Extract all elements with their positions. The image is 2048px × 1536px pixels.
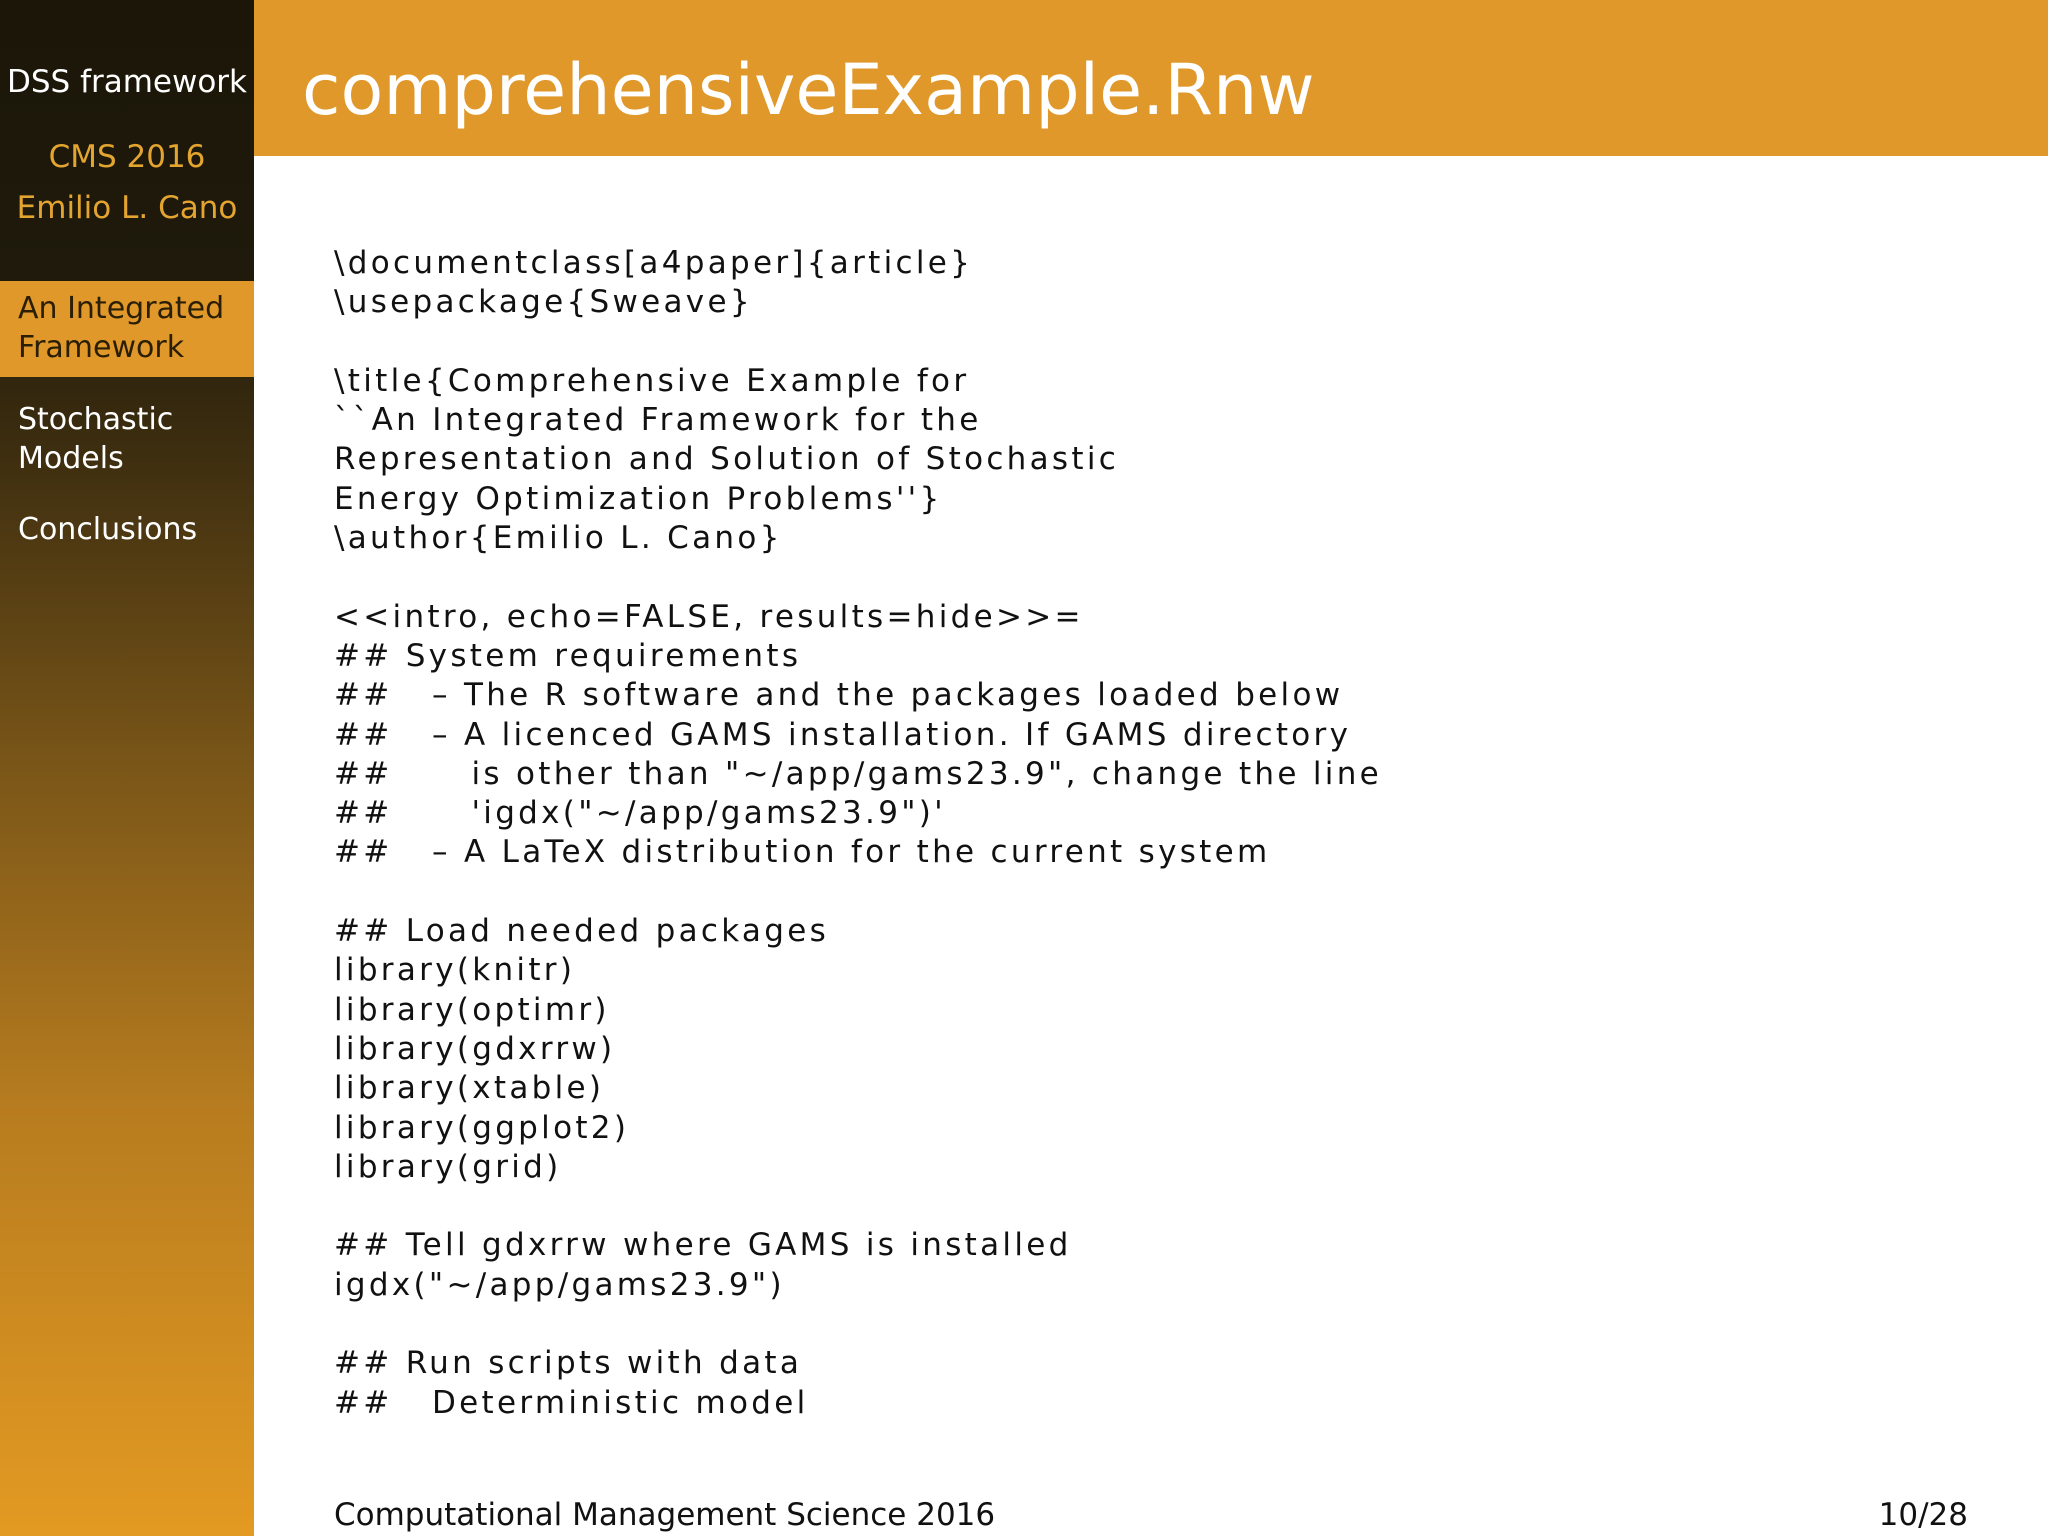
code-line: ## 'igdx("~/app/gams23.9")' <box>334 795 946 832</box>
code-line: ## Load needed packages <box>334 913 830 950</box>
code-line: ## Tell gdxrrw where GAMS is installed <box>334 1227 1072 1264</box>
code-line <box>334 1305 1382 1344</box>
code-line: ## Deterministic model <box>334 1384 809 1421</box>
code-line: Energy Optimization Problems''} <box>334 480 943 517</box>
code-line: \author{Emilio L. Cano} <box>334 520 783 557</box>
presentation-short-title: DSS framework <box>6 64 248 100</box>
author-name: Emilio L. Cano <box>16 190 238 226</box>
code-line: igdx("~/app/gams23.9") <box>334 1266 785 1303</box>
code-line: ## System requirements <box>334 637 802 674</box>
sidebar-item-stochastic-models[interactable]: Stochastic Models <box>18 402 174 476</box>
code-line: \title{Comprehensive Example for <box>334 362 970 399</box>
code-line: ## – A LaTeX distribution for the current system <box>334 834 1271 871</box>
footer-event: Computational Management Science 2016 <box>334 1497 996 1533</box>
code-line <box>334 558 1382 597</box>
code-line <box>334 323 1382 362</box>
code-line: library(knitr) <box>334 952 576 989</box>
code-line: ## is other than "~/app/gams23.9", change the line <box>334 755 1383 792</box>
code-listing <box>334 244 1382 1423</box>
code-line: Representation and Solution of Stochastic <box>334 441 1120 478</box>
code-line: library(xtable) <box>334 1070 605 1107</box>
code-line: library(gdxrrw) <box>334 1030 616 1067</box>
code-line: library(optimr) <box>334 991 610 1028</box>
code-line: \documentclass[a4paper]{article} <box>334 245 974 281</box>
code-line: ## Run scripts with data <box>334 1345 803 1382</box>
frame-title: comprehensiveExample.Rnw <box>302 49 1315 131</box>
sidebar <box>0 0 254 1536</box>
frame-header <box>254 0 2048 156</box>
sidebar-item-integrated-framework[interactable]: An Integrated Framework <box>18 291 225 365</box>
code-line: ## – The R software and the packages loaded below <box>334 677 1344 714</box>
code-line: ## – A licenced GAMS installation. If GAMS directory <box>334 716 1352 753</box>
code-line <box>334 1187 1382 1226</box>
code-line: \usepackage{Sweave} <box>334 284 753 321</box>
conference-name: CMS 2016 <box>48 139 206 175</box>
sidebar-item-conclusions[interactable]: Conclusions <box>18 512 198 547</box>
code-line: library(grid) <box>334 1148 562 1185</box>
code-line: library(ggplot2) <box>334 1109 630 1146</box>
page-number: 10/28 <box>1878 1497 1968 1533</box>
code-line: ``An Integrated Framework for the <box>334 402 982 439</box>
code-line <box>334 873 1382 912</box>
code-line: <<intro, echo=FALSE, results=hide>>= <box>334 598 1084 635</box>
